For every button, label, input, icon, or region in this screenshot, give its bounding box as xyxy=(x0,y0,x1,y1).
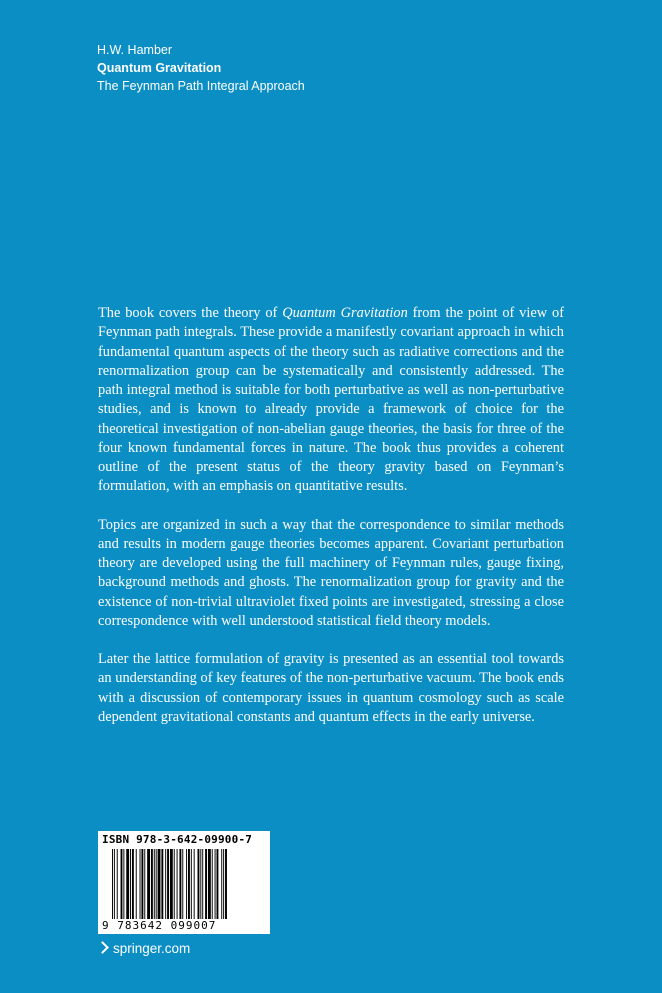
barcode-bar xyxy=(215,849,216,919)
book-subtitle: The Feynman Path Integral Approach xyxy=(97,79,305,93)
barcode-bar xyxy=(200,849,201,919)
publisher-url: springer.com xyxy=(113,941,191,956)
barcode-bar xyxy=(223,849,224,919)
book-title: Quantum Gravitation xyxy=(97,61,222,75)
book-description xyxy=(98,304,564,746)
barcode-bar xyxy=(151,849,153,919)
isbn-label: ISBN 978-3-642-09900-7 xyxy=(102,833,253,846)
barcode-bar xyxy=(154,849,155,919)
chevron-right-icon xyxy=(96,941,109,954)
barcode-bar xyxy=(167,849,169,919)
isbn-barcode xyxy=(98,831,270,934)
barcode-bar xyxy=(188,849,190,919)
barcode-bar xyxy=(202,849,203,919)
description-paragraph-3: Later the lattice formulation of gravity is presented as an essential tool towards an understanding of key features of the non-perturbative vacuum. The book ends with a discussion of contemporary issues in quantum cosmology such as scale dependent gravitational constants and quantum effects in the early universe. xyxy=(98,651,564,725)
barcode-bar xyxy=(177,849,178,919)
barcode-bars xyxy=(112,849,262,919)
barcode-bar xyxy=(198,849,200,919)
barcode-bar xyxy=(117,849,118,919)
author-name: H.W. Hamber xyxy=(97,43,173,57)
barcode-bar xyxy=(182,849,183,919)
barcode-bar xyxy=(114,849,115,919)
barcode-bar xyxy=(208,849,211,919)
description-paragraph-1 xyxy=(98,304,564,497)
p1-emphasis: Quantum Gravitation xyxy=(282,305,408,321)
barcode-bar xyxy=(221,849,222,919)
cover-header xyxy=(97,41,305,95)
barcode-bar xyxy=(212,849,213,919)
barcode-bar xyxy=(112,849,113,919)
p1-rest: from the point of view of Feynman path integrals. These provide a manifestly covariant approach in which fundamental quantum aspects of the theory such as radiative corrections and the renormalization group can be systematically and consistently addressed. The path integral method is suitable for both perturbative as well as non-perturbative studies, and is known to already provide a framework of choice for the theoretical investigation of non-abelian gauge theories, the basis for three of the four known fundamental forces in nature. The book thus provides a coherent outline of the present status of the theory gravity based on Feynman’s formulation, with an emphasis on quantitative results. xyxy=(98,305,564,495)
barcode-bar xyxy=(130,849,131,919)
p1-intro: The book covers the theory of xyxy=(98,305,283,321)
barcode-bar xyxy=(179,849,181,919)
barcode-bar xyxy=(140,849,141,919)
barcode-bar xyxy=(217,849,219,919)
barcode-bar xyxy=(121,849,123,919)
barcode-bar xyxy=(225,849,227,919)
barcode-bar xyxy=(174,849,175,919)
barcode-bar xyxy=(141,849,143,919)
barcode-bar xyxy=(156,849,157,919)
barcode-bar xyxy=(191,849,192,919)
barcode-bar xyxy=(186,849,187,919)
barcode-bar xyxy=(161,849,163,919)
barcode-bar xyxy=(126,849,129,919)
barcode-bar xyxy=(165,849,166,919)
barcode-bar xyxy=(144,849,145,919)
barcode-bar xyxy=(170,849,173,919)
barcode-bar xyxy=(136,849,137,919)
barcode-bar xyxy=(123,849,124,919)
barcode-bar xyxy=(147,849,150,919)
barcode-bar xyxy=(158,849,161,919)
barcode-bar xyxy=(132,849,134,919)
ean-digits: 9 783642 099007 xyxy=(102,919,217,932)
description-paragraph-2: Topics are organized in such a way that the correspondence to similar methods and results in modern gauge theories becomes apparent. Covariant perturbation theory are developed using the full machinery of Feynman rules, gauge fixing, background methods and ghosts. The renormalization group for gravity and the existence of non-trivial ultraviolet fixed points are investigated, stressing a close correspondence with well understood statistical field theory models. xyxy=(98,516,564,629)
barcode-bar xyxy=(205,849,207,919)
barcode-bar xyxy=(194,849,195,919)
publisher-link[interactable] xyxy=(98,941,190,957)
